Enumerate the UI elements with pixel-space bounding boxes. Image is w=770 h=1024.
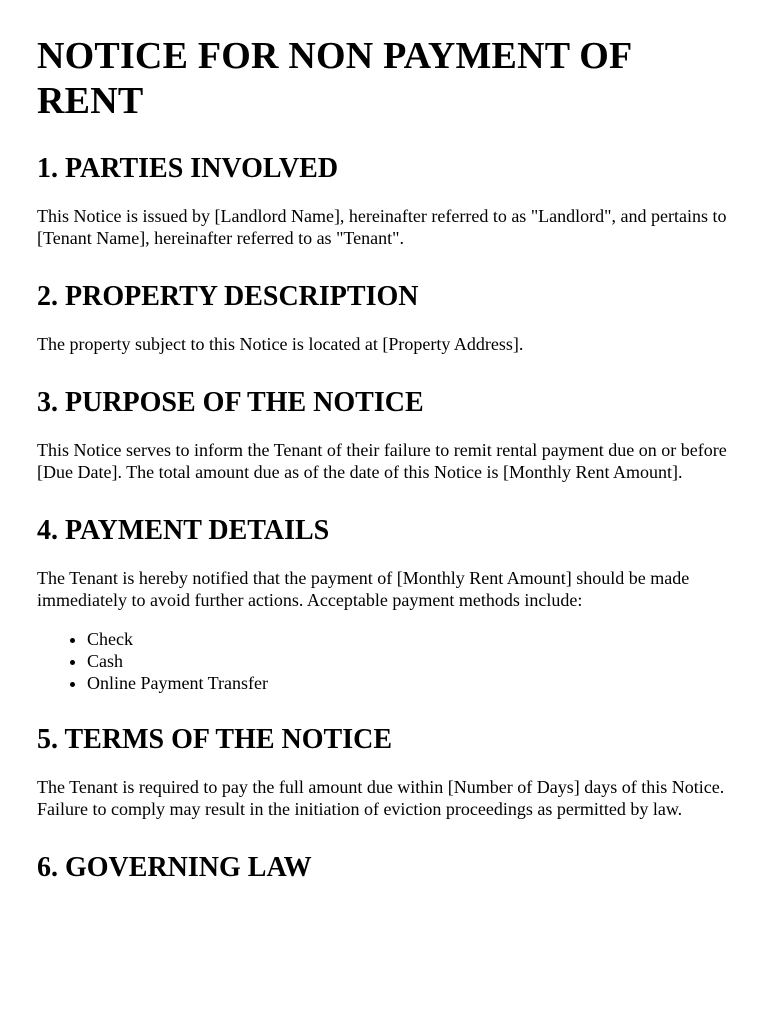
section-property-description: [37, 281, 734, 355]
list-item: • Check: [87, 628, 734, 650]
section-purpose-of-notice: [37, 387, 734, 483]
section-text: The Tenant is hereby notified that the payment of [Monthly Rent Amount] should be made immediately to avoid further actions. Acceptable payment methods include:: [37, 568, 690, 610]
section-heading: 2. PROPERTY DESCRIPTION: [37, 281, 419, 312]
section-text: The property subject to this Notice is located at [Property Address].: [37, 334, 524, 354]
section-heading: 3. PURPOSE OF THE NOTICE: [37, 387, 424, 418]
section-heading: 4. PAYMENT DETAILS: [37, 515, 330, 546]
section-text: This Notice is issued by [Landlord Name], hereinafter referred to as "Landlord", and pertains to [Tenant Name], hereinafter referred to as "Tenant".: [37, 206, 727, 248]
section-text: This Notice serves to inform the Tenant of their failure to remit rental payment due on or before [Due Date]. The total amount due as of the date of this Notice is [Monthly Rent Amount].: [37, 440, 727, 482]
section-text: The Tenant is required to pay the full amount due within [Number of Days] days of this Notice. Failure to comply may result in the initiation of eviction proceedings as permitted by law.: [37, 777, 725, 819]
section-payment-details: [37, 515, 734, 694]
section-parties-involved: [37, 153, 734, 249]
list-item: • Cash: [87, 650, 734, 672]
section-governing-law: [37, 852, 734, 884]
document-title: NOTICE FOR NON PAYMENT OF RENT: [37, 35, 632, 122]
section-heading: 5. TERMS OF THE NOTICE: [37, 724, 393, 755]
section-terms-of-notice: [37, 724, 734, 820]
list-item: • Online Payment Transfer: [87, 672, 734, 694]
payment-methods-list: [37, 628, 734, 694]
section-heading: 6. GOVERNING LAW: [37, 852, 312, 883]
section-heading: 1. PARTIES INVOLVED: [37, 153, 339, 184]
